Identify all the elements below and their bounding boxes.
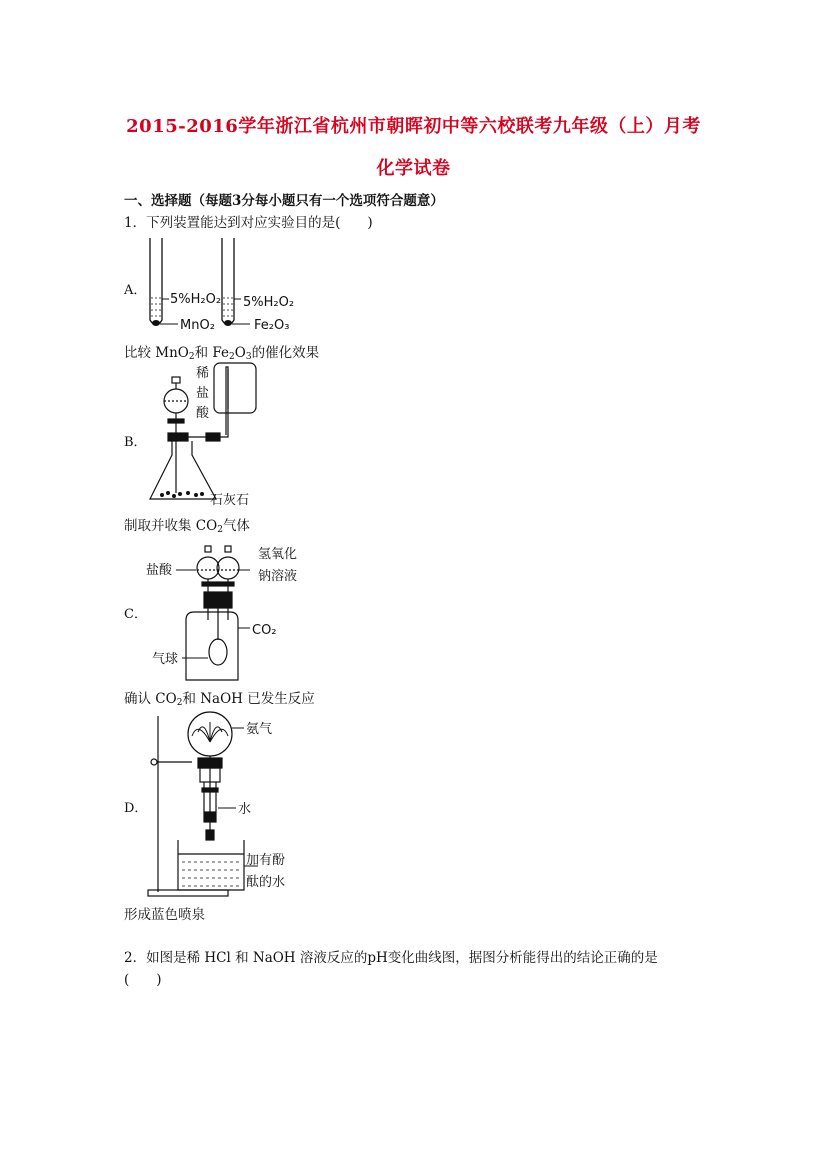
option-a-label-mno2: MnO₂ <box>180 318 215 333</box>
option-a-diagram <box>140 236 310 336</box>
option-b-label-xi: 稀 <box>196 366 210 381</box>
question-1-stem: 1．下列装置能达到对应实验目的是( ) <box>124 215 373 231</box>
option-d-letter: D． <box>124 801 148 816</box>
option-b-label-yan: 盐 <box>196 386 210 401</box>
option-a-letter: A． <box>124 283 147 298</box>
option-d-label-water: 水 <box>238 802 252 817</box>
option-c-diagram <box>146 540 306 685</box>
option-c-label-hcl: 盐酸 <box>146 563 173 578</box>
option-a-label-h2o2-2: 5%H₂O₂ <box>243 295 295 310</box>
option-c-label-naoh-2: 钠溶液 <box>258 569 298 584</box>
exam-title-line2: 化学试卷 <box>376 158 451 179</box>
option-c-caption: 确认 $CO_2$和 NaOH 已发生反应 <box>124 691 315 708</box>
option-d-label-phenol-1: 加有酚 <box>246 853 286 868</box>
option-d-label-phenol-2: 酞的水 <box>246 875 286 890</box>
option-c-label-balloon: 气球 <box>152 652 179 667</box>
option-d-caption: 形成蓝色喷泉 <box>124 907 205 923</box>
option-c-label-naoh-1: 氢氧化 <box>258 547 298 562</box>
option-a-caption: 比较 MnO$_2$和 $Fe_2O_3$的催化效果 <box>124 345 320 362</box>
option-d-label-ammonia: 氨气 <box>246 722 273 737</box>
option-b-letter: B． <box>124 435 147 450</box>
option-d-diagram <box>140 712 310 902</box>
section-heading: 一、选择题（每题3分每小题只有一个选项符合题意） <box>124 193 444 209</box>
option-b-label-limestone: 石灰石 <box>210 493 250 508</box>
option-b-diagram <box>140 363 280 513</box>
option-c-letter: C． <box>124 607 147 622</box>
option-b-caption: 制取并收集 $CO_2$气体 <box>124 518 250 535</box>
option-c-label-co2: CO₂ <box>252 623 277 638</box>
option-a-label-h2o2-1: 5%H₂O₂ <box>170 292 222 307</box>
option-a-label-fe2o3: Fe₂O₃ <box>254 318 290 333</box>
question-2-stem-cont: ( ) <box>124 972 162 988</box>
question-2-stem: 2．如图是稀 HCl 和 NaOH 溶液反应的pH变化曲线图，据图分析能得出的结论正确的是 <box>124 950 658 966</box>
option-b-label-suan: 酸 <box>196 406 210 421</box>
exam-title-line1: 2015-2016学年浙江省杭州市朝晖初中等六校联考九年级（上）月考 <box>126 116 701 137</box>
